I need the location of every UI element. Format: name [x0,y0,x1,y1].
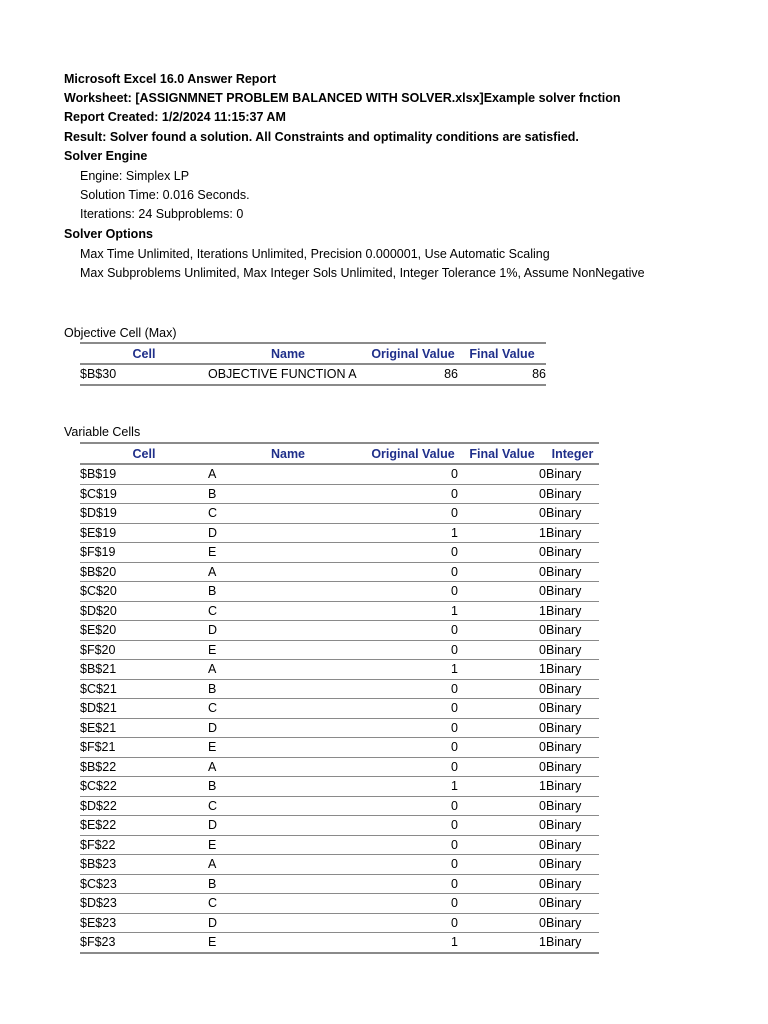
solver-options-heading: Solver Options [64,227,153,241]
col-header-integer: Integer [546,443,599,464]
variable-name: A [208,660,368,680]
variable-cell-ref: $E$23 [80,913,208,933]
variable-final-value: 1 [458,601,546,621]
variable-integer-type: Binary [546,894,599,914]
variable-final-value: 0 [458,679,546,699]
variable-original-value: 0 [368,562,458,582]
variable-name: C [208,796,368,816]
variable-integer-type: Binary [546,582,599,602]
variable-final-value: 0 [458,582,546,602]
variable-final-value: 0 [458,621,546,641]
table-row [80,738,599,758]
options-line-1: Max Time Unlimited, Iterations Unlimited, Precision 0.000001, Use Automatic Scaling [80,247,550,261]
variable-name: D [208,718,368,738]
variable-cell-ref: $D$19 [80,504,208,524]
table-row [80,562,599,582]
variable-original-value: 0 [368,679,458,699]
table-row [80,504,599,524]
variable-integer-type: Binary [546,913,599,933]
variable-name: A [208,562,368,582]
engine-line: Engine: Simplex LP [80,169,190,183]
variable-integer-type: Binary [546,543,599,563]
variable-original-value: 1 [368,660,458,680]
variable-final-value: 0 [458,855,546,875]
variable-name: E [208,738,368,758]
variable-integer-type: Binary [546,562,599,582]
objective-cell: $B$30 [80,364,208,385]
variable-name: D [208,913,368,933]
variable-integer-type: Binary [546,777,599,797]
table-row [80,601,599,621]
variable-integer-type: Binary [546,621,599,641]
variable-original-value: 0 [368,504,458,524]
objective-header-row [80,343,546,364]
variable-integer-type: Binary [546,601,599,621]
variable-original-value: 0 [368,464,458,484]
variable-final-value: 0 [458,562,546,582]
table-row [80,816,599,836]
variable-name: B [208,679,368,699]
variable-cell-ref: $E$20 [80,621,208,641]
variable-original-value: 0 [368,699,458,719]
variable-name: B [208,582,368,602]
table-row [80,894,599,914]
variable-cell-ref: $D$21 [80,699,208,719]
variable-name: C [208,699,368,719]
variable-integer-type: Binary [546,738,599,758]
variable-original-value: 1 [368,933,458,953]
variable-cells-table [80,442,599,954]
variable-final-value: 0 [458,738,546,758]
variable-final-value: 0 [458,835,546,855]
variable-original-value: 0 [368,718,458,738]
col-header-original: Original Value [368,443,458,464]
objective-row [80,364,546,385]
variable-integer-type: Binary [546,679,599,699]
col-header-final: Final Value [458,443,546,464]
variable-cell-ref: $B$19 [80,464,208,484]
variable-final-value: 1 [458,660,546,680]
variable-name: E [208,640,368,660]
objective-original: 86 [368,364,458,385]
objective-table [80,342,546,386]
table-row [80,582,599,602]
col-header-final: Final Value [458,343,546,364]
report-created-line: Report Created: 1/2/2024 11:15:37 AM [64,110,286,124]
variable-original-value: 0 [368,582,458,602]
table-row [80,913,599,933]
variable-name: C [208,504,368,524]
variable-name: D [208,523,368,543]
variable-name: E [208,933,368,953]
variable-name: C [208,601,368,621]
variable-cell-ref: $C$23 [80,874,208,894]
col-header-name: Name [208,443,368,464]
variable-original-value: 1 [368,777,458,797]
variable-original-value: 0 [368,796,458,816]
variable-cell-ref: $D$20 [80,601,208,621]
variable-final-value: 0 [458,699,546,719]
table-row [80,484,599,504]
variable-final-value: 0 [458,874,546,894]
table-row [80,660,599,680]
variable-name: A [208,855,368,875]
report-title: Microsoft Excel 16.0 Answer Report [64,72,277,86]
variable-final-value: 1 [458,777,546,797]
variable-final-value: 0 [458,484,546,504]
variable-cell-ref: $B$21 [80,660,208,680]
variable-integer-type: Binary [546,855,599,875]
variable-original-value: 0 [368,855,458,875]
variable-original-value: 0 [368,757,458,777]
variable-section-title: Variable Cells [64,425,141,439]
variable-final-value: 0 [458,640,546,660]
variable-cell-ref: $D$23 [80,894,208,914]
solution-time-line: Solution Time: 0.016 Seconds. [80,188,250,202]
result-line: Result: Solver found a solution. All Constraints and optimality conditions are satisfied. [64,130,579,144]
table-row [80,699,599,719]
iterations-line: Iterations: 24 Subproblems: 0 [80,207,244,221]
variable-cell-ref: $B$23 [80,855,208,875]
variable-name: A [208,757,368,777]
variable-cell-ref: $C$19 [80,484,208,504]
variable-integer-type: Binary [546,464,599,484]
table-row [80,855,599,875]
table-row [80,679,599,699]
objective-name: OBJECTIVE FUNCTION A [208,364,368,385]
table-row [80,464,599,484]
variable-name: E [208,835,368,855]
table-row [80,757,599,777]
variable-integer-type: Binary [546,835,599,855]
worksheet-line: Worksheet: [ASSIGNMNET PROBLEM BALANCED WITH SOLVER.xlsx]Example solver fnction [64,91,621,105]
variable-original-value: 0 [368,621,458,641]
variable-integer-type: Binary [546,718,599,738]
options-line-2: Max Subproblems Unlimited, Max Integer Sols Unlimited, Integer Tolerance 1%, Assume NonNegative [80,266,645,280]
variable-cell-ref: $C$20 [80,582,208,602]
variable-cell-ref: $F$22 [80,835,208,855]
variable-original-value: 0 [368,874,458,894]
variable-name: B [208,874,368,894]
variable-integer-type: Binary [546,484,599,504]
variable-final-value: 0 [458,913,546,933]
variable-integer-type: Binary [546,640,599,660]
variable-original-value: 0 [368,738,458,758]
variable-cell-ref: $F$19 [80,543,208,563]
variable-final-value: 0 [458,464,546,484]
variable-cell-ref: $D$22 [80,796,208,816]
variable-original-value: 0 [368,913,458,933]
variable-cell-ref: $E$22 [80,816,208,836]
table-row [80,933,599,953]
table-row [80,796,599,816]
variable-name: A [208,464,368,484]
variable-header-row [80,443,599,464]
objective-section-title: Objective Cell (Max) [64,326,177,340]
variable-original-value: 0 [368,543,458,563]
variable-final-value: 0 [458,894,546,914]
variable-original-value: 0 [368,484,458,504]
objective-final: 86 [458,364,546,385]
variable-cell-ref: $F$20 [80,640,208,660]
variable-integer-type: Binary [546,796,599,816]
table-row [80,640,599,660]
variable-cell-ref: $E$21 [80,718,208,738]
variable-integer-type: Binary [546,757,599,777]
variable-integer-type: Binary [546,523,599,543]
table-row [80,543,599,563]
table-row [80,777,599,797]
solver-engine-heading: Solver Engine [64,149,148,163]
variable-final-value: 1 [458,933,546,953]
variable-cell-ref: $B$22 [80,757,208,777]
variable-final-value: 0 [458,816,546,836]
col-header-cell: Cell [80,343,208,364]
variable-final-value: 0 [458,543,546,563]
table-row [80,718,599,738]
variable-name: D [208,816,368,836]
variable-final-value: 0 [458,718,546,738]
variable-final-value: 1 [458,523,546,543]
table-row [80,523,599,543]
variable-original-value: 0 [368,816,458,836]
variable-original-value: 0 [368,640,458,660]
variable-final-value: 0 [458,504,546,524]
variable-integer-type: Binary [546,660,599,680]
variable-name: E [208,543,368,563]
variable-final-value: 0 [458,796,546,816]
variable-original-value: 1 [368,601,458,621]
col-header-original: Original Value [368,343,458,364]
variable-final-value: 0 [458,757,546,777]
variable-name: B [208,484,368,504]
variable-cell-ref: $F$21 [80,738,208,758]
table-row [80,874,599,894]
variable-integer-type: Binary [546,874,599,894]
variable-cell-ref: $F$23 [80,933,208,953]
table-row [80,835,599,855]
variable-cell-ref: $E$19 [80,523,208,543]
col-header-name: Name [208,343,368,364]
variable-integer-type: Binary [546,816,599,836]
variable-integer-type: Binary [546,933,599,953]
variable-cell-ref: $C$21 [80,679,208,699]
variable-name: C [208,894,368,914]
variable-name: B [208,777,368,797]
col-header-cell: Cell [80,443,208,464]
variable-original-value: 0 [368,835,458,855]
variable-cell-ref: $B$20 [80,562,208,582]
variable-original-value: 1 [368,523,458,543]
table-row [80,621,599,641]
variable-name: D [208,621,368,641]
variable-integer-type: Binary [546,504,599,524]
variable-integer-type: Binary [546,699,599,719]
variable-original-value: 0 [368,894,458,914]
variable-cell-ref: $C$22 [80,777,208,797]
